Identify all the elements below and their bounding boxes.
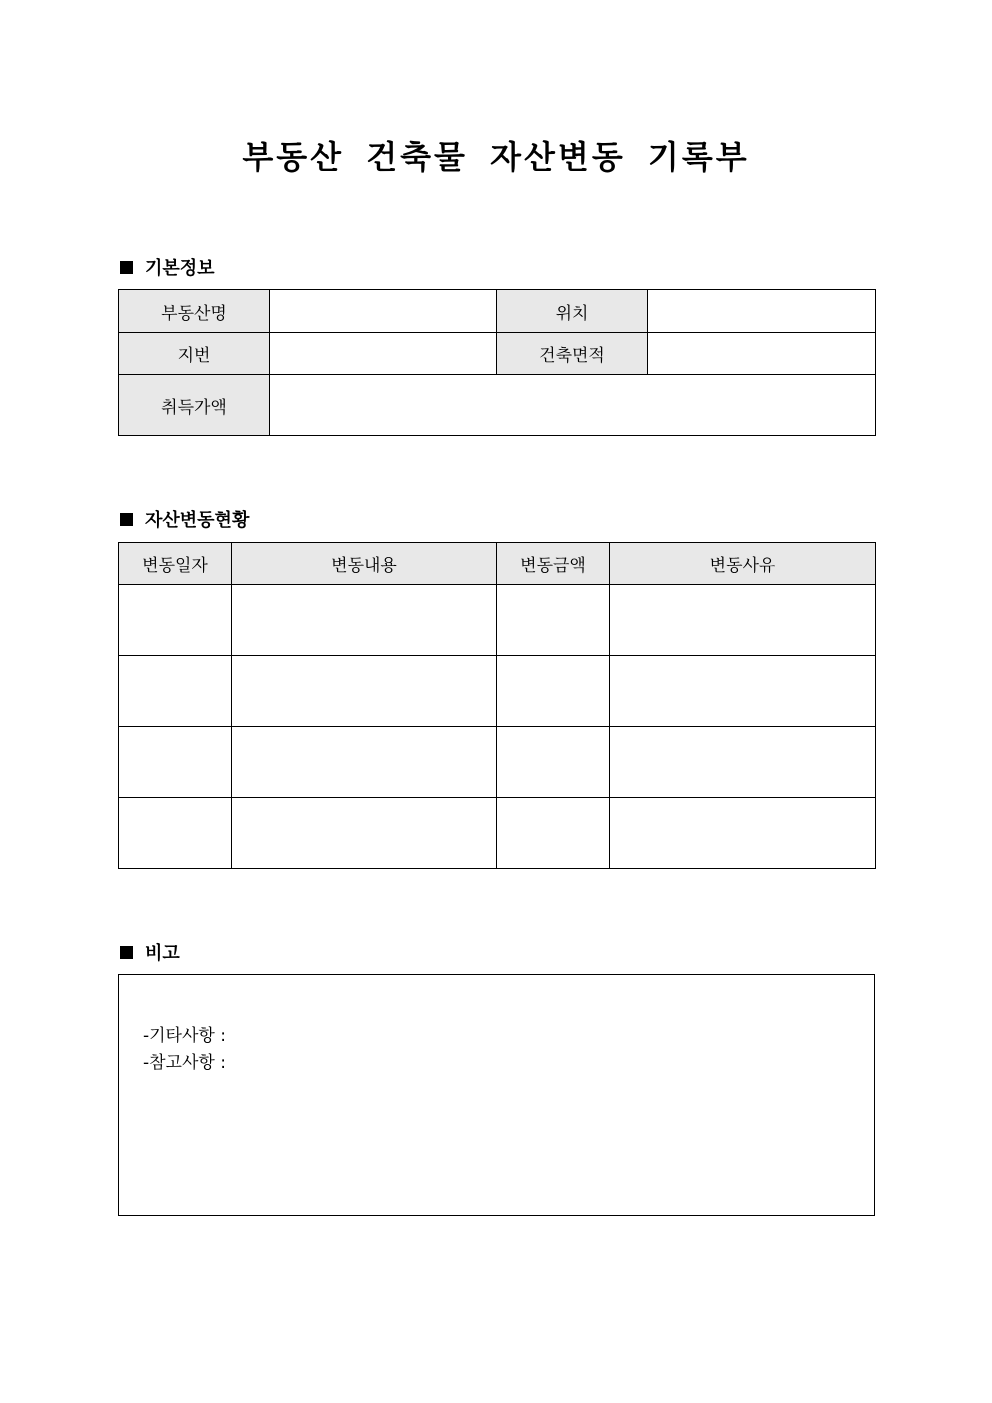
table-row xyxy=(119,290,876,333)
asset-changes-heading xyxy=(120,506,249,532)
asset-changes-table xyxy=(118,542,876,869)
remarks-box[interactable] xyxy=(118,974,875,1216)
table-header-row xyxy=(119,543,876,585)
square-bullet-icon xyxy=(120,513,133,526)
column-header-content: 변동내용 xyxy=(232,543,497,585)
lot-number-field[interactable] xyxy=(270,333,497,375)
property-name-field[interactable] xyxy=(270,290,497,333)
column-header-date: 변동일자 xyxy=(119,543,232,585)
change-content-cell[interactable] xyxy=(232,798,497,869)
remarks-heading-text: 비고 xyxy=(145,943,180,964)
remarks-heading xyxy=(120,939,180,965)
change-content-cell[interactable] xyxy=(232,656,497,727)
change-amount-cell[interactable] xyxy=(497,727,610,798)
change-amount-cell[interactable] xyxy=(497,798,610,869)
change-reason-cell[interactable] xyxy=(610,656,876,727)
basic-info-table xyxy=(118,289,876,436)
change-reason-cell[interactable] xyxy=(610,727,876,798)
location-label: 위치 xyxy=(497,290,648,333)
change-content-cell[interactable] xyxy=(232,727,497,798)
change-reason-cell[interactable] xyxy=(610,798,876,869)
table-row xyxy=(119,375,876,436)
change-date-cell[interactable] xyxy=(119,656,232,727)
acquisition-price-field[interactable] xyxy=(270,375,876,436)
other-notes-line: -기타사항 : xyxy=(143,1026,226,1046)
basic-info-heading-text: 기본정보 xyxy=(145,258,215,279)
square-bullet-icon xyxy=(120,261,133,274)
change-content-cell[interactable] xyxy=(232,585,497,656)
change-date-cell[interactable] xyxy=(119,585,232,656)
change-date-cell[interactable] xyxy=(119,727,232,798)
asset-changes-heading-text: 자산변동현황 xyxy=(145,510,250,531)
table-row xyxy=(119,585,876,656)
change-date-cell[interactable] xyxy=(119,798,232,869)
building-area-field[interactable] xyxy=(648,333,876,375)
location-field[interactable] xyxy=(648,290,876,333)
change-amount-cell[interactable] xyxy=(497,656,610,727)
square-bullet-icon xyxy=(120,946,133,959)
column-header-amount: 변동금액 xyxy=(497,543,610,585)
reference-notes-line: -참고사항 : xyxy=(143,1053,226,1073)
property-name-label: 부동산명 xyxy=(119,290,270,333)
building-area-label: 건축면적 xyxy=(497,333,648,375)
column-header-reason: 변동사유 xyxy=(610,543,876,585)
acquisition-price-label: 취득가액 xyxy=(119,375,270,436)
change-reason-cell[interactable] xyxy=(610,585,876,656)
page-title: 부동산 건축물 자산변동 기록부 xyxy=(242,138,750,176)
table-row xyxy=(119,333,876,375)
lot-number-label: 지번 xyxy=(119,333,270,375)
table-row xyxy=(119,798,876,869)
table-row xyxy=(119,656,876,727)
change-amount-cell[interactable] xyxy=(497,585,610,656)
table-row xyxy=(119,727,876,798)
basic-info-heading xyxy=(120,254,215,280)
